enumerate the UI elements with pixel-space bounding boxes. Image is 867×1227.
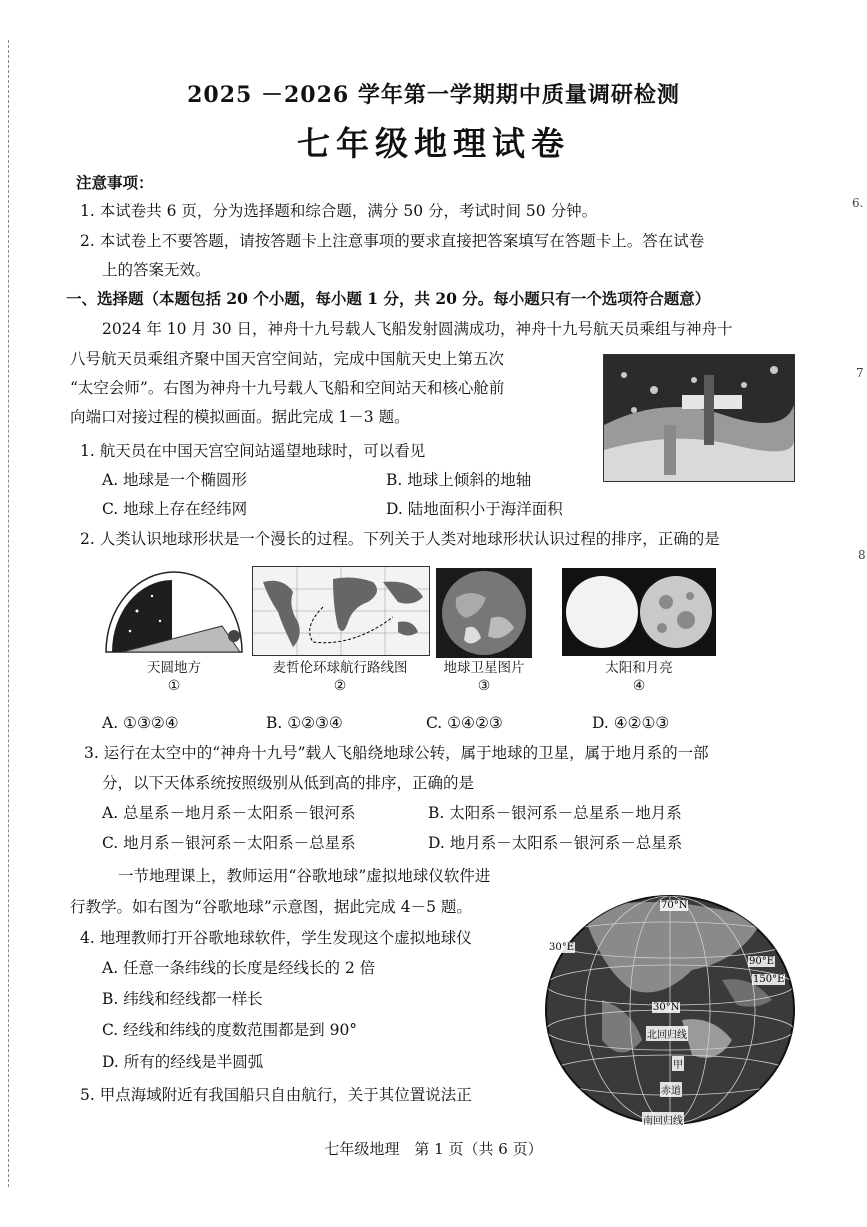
- question-2-stem: 2. 人类认识地球形状是一个漫长的过程。下列关于人类对地球形状认识过程的排序，正确的是: [80, 530, 720, 548]
- question-3-option-a: A. 总星系－地月系－太阳系－银河系: [102, 804, 356, 822]
- margin-number: 7: [856, 366, 864, 380]
- passage-text: 一节地理课上，教师运用“谷歌地球”虚拟地球仪软件进: [118, 867, 491, 885]
- notice-item-2: 2. 本试卷上不要答题，请按答题卡上注意事项的要求直接把答案填写在答题卡上。答在试卷: [80, 232, 705, 250]
- globe-label-30n: 30°N: [653, 1002, 680, 1013]
- figure-3-number: ③: [477, 678, 491, 694]
- question-2-option-b: B. ①②③④: [266, 714, 343, 732]
- question-2-option-c: C. ①④②③: [426, 714, 503, 732]
- globe-label-point-jia: 甲: [672, 1056, 684, 1071]
- question-1-stem: 1. 航天员在中国天宫空间站遥望地球时，可以看见: [80, 442, 426, 460]
- binding-line: [8, 40, 9, 1187]
- question-2-option-d: D. ④②①③: [592, 714, 670, 732]
- figure-4-number: ④: [632, 678, 646, 694]
- question-4-option-c: C. 经线和纬线的度数范围都是到 90°: [102, 1021, 358, 1039]
- notice-item-2-cont: 上的答案无效。: [102, 261, 211, 279]
- space-station-docking-image: [603, 354, 795, 482]
- globe-label-150e: 150°E: [753, 974, 785, 985]
- question-4-option-a: A. 任意一条纬线的长度是经线长的 2 倍: [102, 959, 376, 977]
- figure-1-caption: 天圆地方: [147, 660, 201, 676]
- question-4-option-b: B. 纬线和经线都一样长: [102, 990, 263, 1008]
- question-2-option-a: A. ①③②④: [102, 714, 179, 732]
- passage-text: 向端口对接过程的模拟画面。据此完成 1－3 题。: [70, 408, 410, 426]
- google-earth-globe-figure: [542, 890, 798, 1130]
- margin-number: 8: [858, 548, 866, 562]
- question-3-stem-cont: 分，以下天体系统按照级别从低到高的排序，正确的是: [102, 774, 475, 792]
- question-3-stem: 3. 运行在太空中的“神舟十九号”载人飞船绕地球公转，属于地球的卫星，属于地月系的一部: [84, 744, 709, 762]
- figure-round-sky-square-earth: [102, 566, 246, 656]
- globe-label-30e: 30°E: [549, 942, 575, 953]
- globe-label-70n: 70°N: [661, 900, 688, 911]
- question-5-stem: 5. 甲点海域附近有我国船只自由航行，关于其位置说法正: [80, 1086, 472, 1104]
- passage-text: 2024 年 10 月 30 日，神舟十九号载人飞船发射圆满成功，神舟十九号航天员乘组与神舟十: [102, 320, 733, 338]
- question-3-option-c: C. 地月系－银河系－太阳系－总星系: [102, 834, 356, 852]
- figure-sun-and-moon: [562, 568, 716, 656]
- notice-item-1: 1. 本试卷共 6 页，分为选择题和综合题，满分 50 分，考试时间 50 分钟。: [80, 202, 598, 220]
- page-footer: 七年级地理 第 1 页（共 6 页）: [324, 1140, 543, 1158]
- globe-label-tropic-north: 北回归线: [646, 1026, 688, 1041]
- question-3-option-d: D. 地月系－太阳系－银河系－总星系: [428, 834, 683, 852]
- notice-heading: 注意事项：: [76, 173, 154, 192]
- section-heading: 一、选择题（本题包括 20 个小题，每小题 1 分，共 20 分。每小题只有一个选项符合题意）: [66, 289, 711, 308]
- figure-earth-satellite-photo: [436, 568, 532, 658]
- figure-1-number: ①: [167, 678, 181, 694]
- question-3-option-b: B. 太阳系－银河系－总星系－地月系: [428, 804, 682, 822]
- question-1-option-a: A. 地球是一个椭圆形: [102, 471, 248, 489]
- figure-3-caption: 地球卫星图片: [443, 660, 525, 676]
- margin-number: 6.: [852, 196, 864, 210]
- exam-subject-title: 七年级地理试卷: [297, 124, 570, 163]
- figure-magellan-route-map: [252, 566, 430, 656]
- figure-2-number: ②: [333, 678, 347, 694]
- question-1-option-d: D. 陆地面积小于海洋面积: [386, 500, 563, 518]
- figure-2-caption: 麦哲伦环球航行路线图: [272, 660, 408, 676]
- question-4-option-d: D. 所有的经线是半圆弧: [102, 1053, 264, 1071]
- exam-session-title: 2025 －2026 学年第一学期期中质量调研检测: [187, 82, 680, 108]
- question-1-option-b: B. 地球上倾斜的地轴: [386, 471, 532, 489]
- figure-4-caption: 太阳和月亮: [605, 660, 673, 676]
- passage-text: “太空会师”。右图为神舟十九号载人飞船和空间站天和核心舱前: [70, 379, 505, 397]
- globe-label-equator: 赤道: [660, 1082, 682, 1097]
- passage-text: 八号航天员乘组齐聚中国天宫空间站，完成中国航天史上第五次: [70, 350, 505, 368]
- passage-text: 行教学。如右图为“谷歌地球”示意图，据此完成 4－5 题。: [70, 898, 472, 916]
- globe-label-90e: 90°E: [749, 956, 775, 967]
- question-4-stem: 4. 地理教师打开谷歌地球软件，学生发现这个虚拟地球仪: [80, 929, 472, 947]
- globe-label-tropic-south: 南回归线: [642, 1112, 684, 1127]
- question-1-option-c: C. 地球上存在经纬网: [102, 500, 248, 518]
